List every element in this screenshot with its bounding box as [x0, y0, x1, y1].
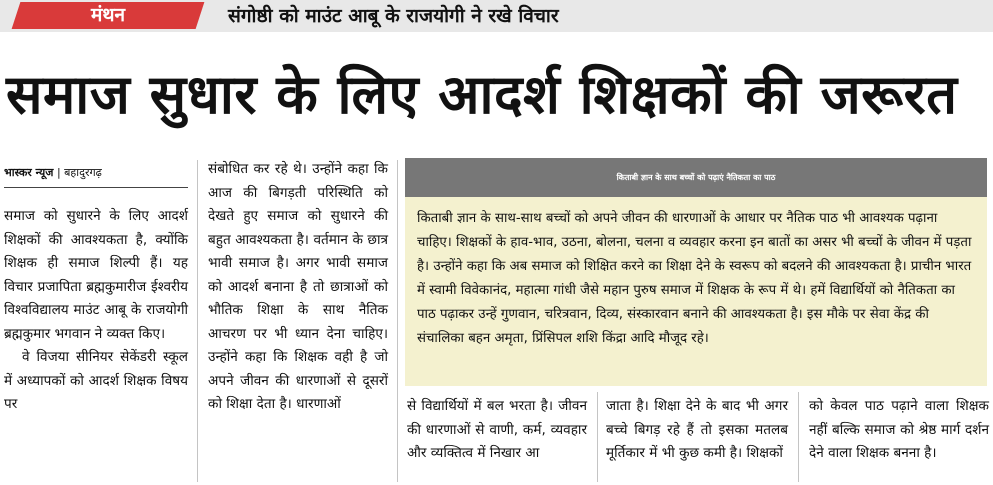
column-divider [597, 392, 598, 482]
article-paragraph: समाज को सुधारने के लिए आदर्श शिक्षकों की आवश्यकता है, क्योंकि शिक्षक ही समाज शिल्पी हैं। यह विचार प्रजापिता ब्रह्मकुमारीज ईश्वरीय विश्वविद्यालय माउंट आबू के राजयोगी ब्रह्मकुमार भगवान ने व्यक्त किए। [4, 208, 188, 342]
column-divider [798, 392, 799, 482]
byline-separator: | [56, 166, 65, 179]
article-column-2: संबोधित कर रहे थे। उन्होंने कहा कि आज की बिगड़ती परिस्थिति को देखते हुए समाज को सुधारने की बहुत आवश्यकता है। वर्तमान के छात्र भावी समाज है। अगर भावी समाज को आदर्श बनाना है तो छात्राओं को भौतिक शिक्षा के साथ नैतिक आचरण पर भी ध्यान देना चाहिए। उन्होंने कहा कि शिक्षक वही है जो अपने जीवन की धारणाओं से दूसरों को शिक्षा देता है। धारणाओं [208, 161, 388, 412]
article-column-3: से विद्यार्थियों में बल भरता है। जीवन की धारणाओं से वाणी, कर्म, व्यवहार और व्यक्तित्व में निखार आ [407, 398, 587, 461]
highlight-box-title: किताबी ज्ञान के साथ बच्चों को पढ़ाएं नैतिकता का पाठ [405, 158, 987, 197]
headline: समाज सुधार के लिए आदर्श शिक्षकों की जरूरत [6, 63, 958, 126]
byline-divider [4, 187, 188, 188]
section-tag-label: मंथन [90, 4, 126, 26]
column-divider [197, 160, 198, 482]
section-tag [12, 2, 205, 29]
highlight-box [405, 158, 987, 386]
column-divider [397, 160, 398, 482]
article-paragraph: वे विजया सीनियर सेकेंडरी स्कूल में अध्यापकों को आदर्श शिक्षक विषय पर [4, 349, 188, 412]
byline-location: बहादुरगढ़ [64, 166, 102, 179]
article-column-1 [4, 205, 188, 417]
kicker-subheadline: संगोष्ठी को माउंट आबू के राजयोगी ने रखे विचार [228, 5, 559, 27]
byline [4, 165, 188, 181]
byline-agency: भास्कर न्यूज [4, 166, 54, 179]
article-column-4: जाता है। शिक्षा देने के बाद भी अगर बच्चे बिगड़ रहे हैं तो इसका मतलब मूर्तिकार में भी कुछ कमी है। शिक्षकों [606, 398, 788, 461]
highlight-box-body: किताबी ज्ञान के साथ-साथ बच्चों को अपने जीवन की धारणाओं के आधार पर नैतिक पाठ भी आवश्यक पढ़ाना चाहिए। शिक्षकों के हाव-भाव, उठना, बोलना, चलना व व्यवहार करना इन बातों का असर भी बच्चों के जीवन में पड़ता है। उन्होंने कहा कि अब समाज को शिक्षित करने का शिक्षा देने के स्वरूप को बदलने की आवश्यकता है। प्राचीन भारत में स्वामी विवेकानंद, महात्मा गांधी जैसे महान पुरुष समाज में शिक्षक के रूप में थे। हमें विद्यार्थियों को नैतिकता का पाठ पढ़ाकर उन्हें गुणवान, चरित्रवान, दिव्य, संस्कारवान बनाने की आवश्यकता है। इस मौके पर सेवा केंद्र की संचालिका बहन अमृता, प्रिंसिपल शशि किंद्रा आदि मौजूद रहे। [417, 211, 972, 346]
article-column-5: को केवल पाठ पढ़ाने वाला शिक्षक नहीं बल्कि समाज को श्रेष्ठ मार्ग दर्शन देने वाला शिक्षक बनना है। [809, 398, 989, 461]
